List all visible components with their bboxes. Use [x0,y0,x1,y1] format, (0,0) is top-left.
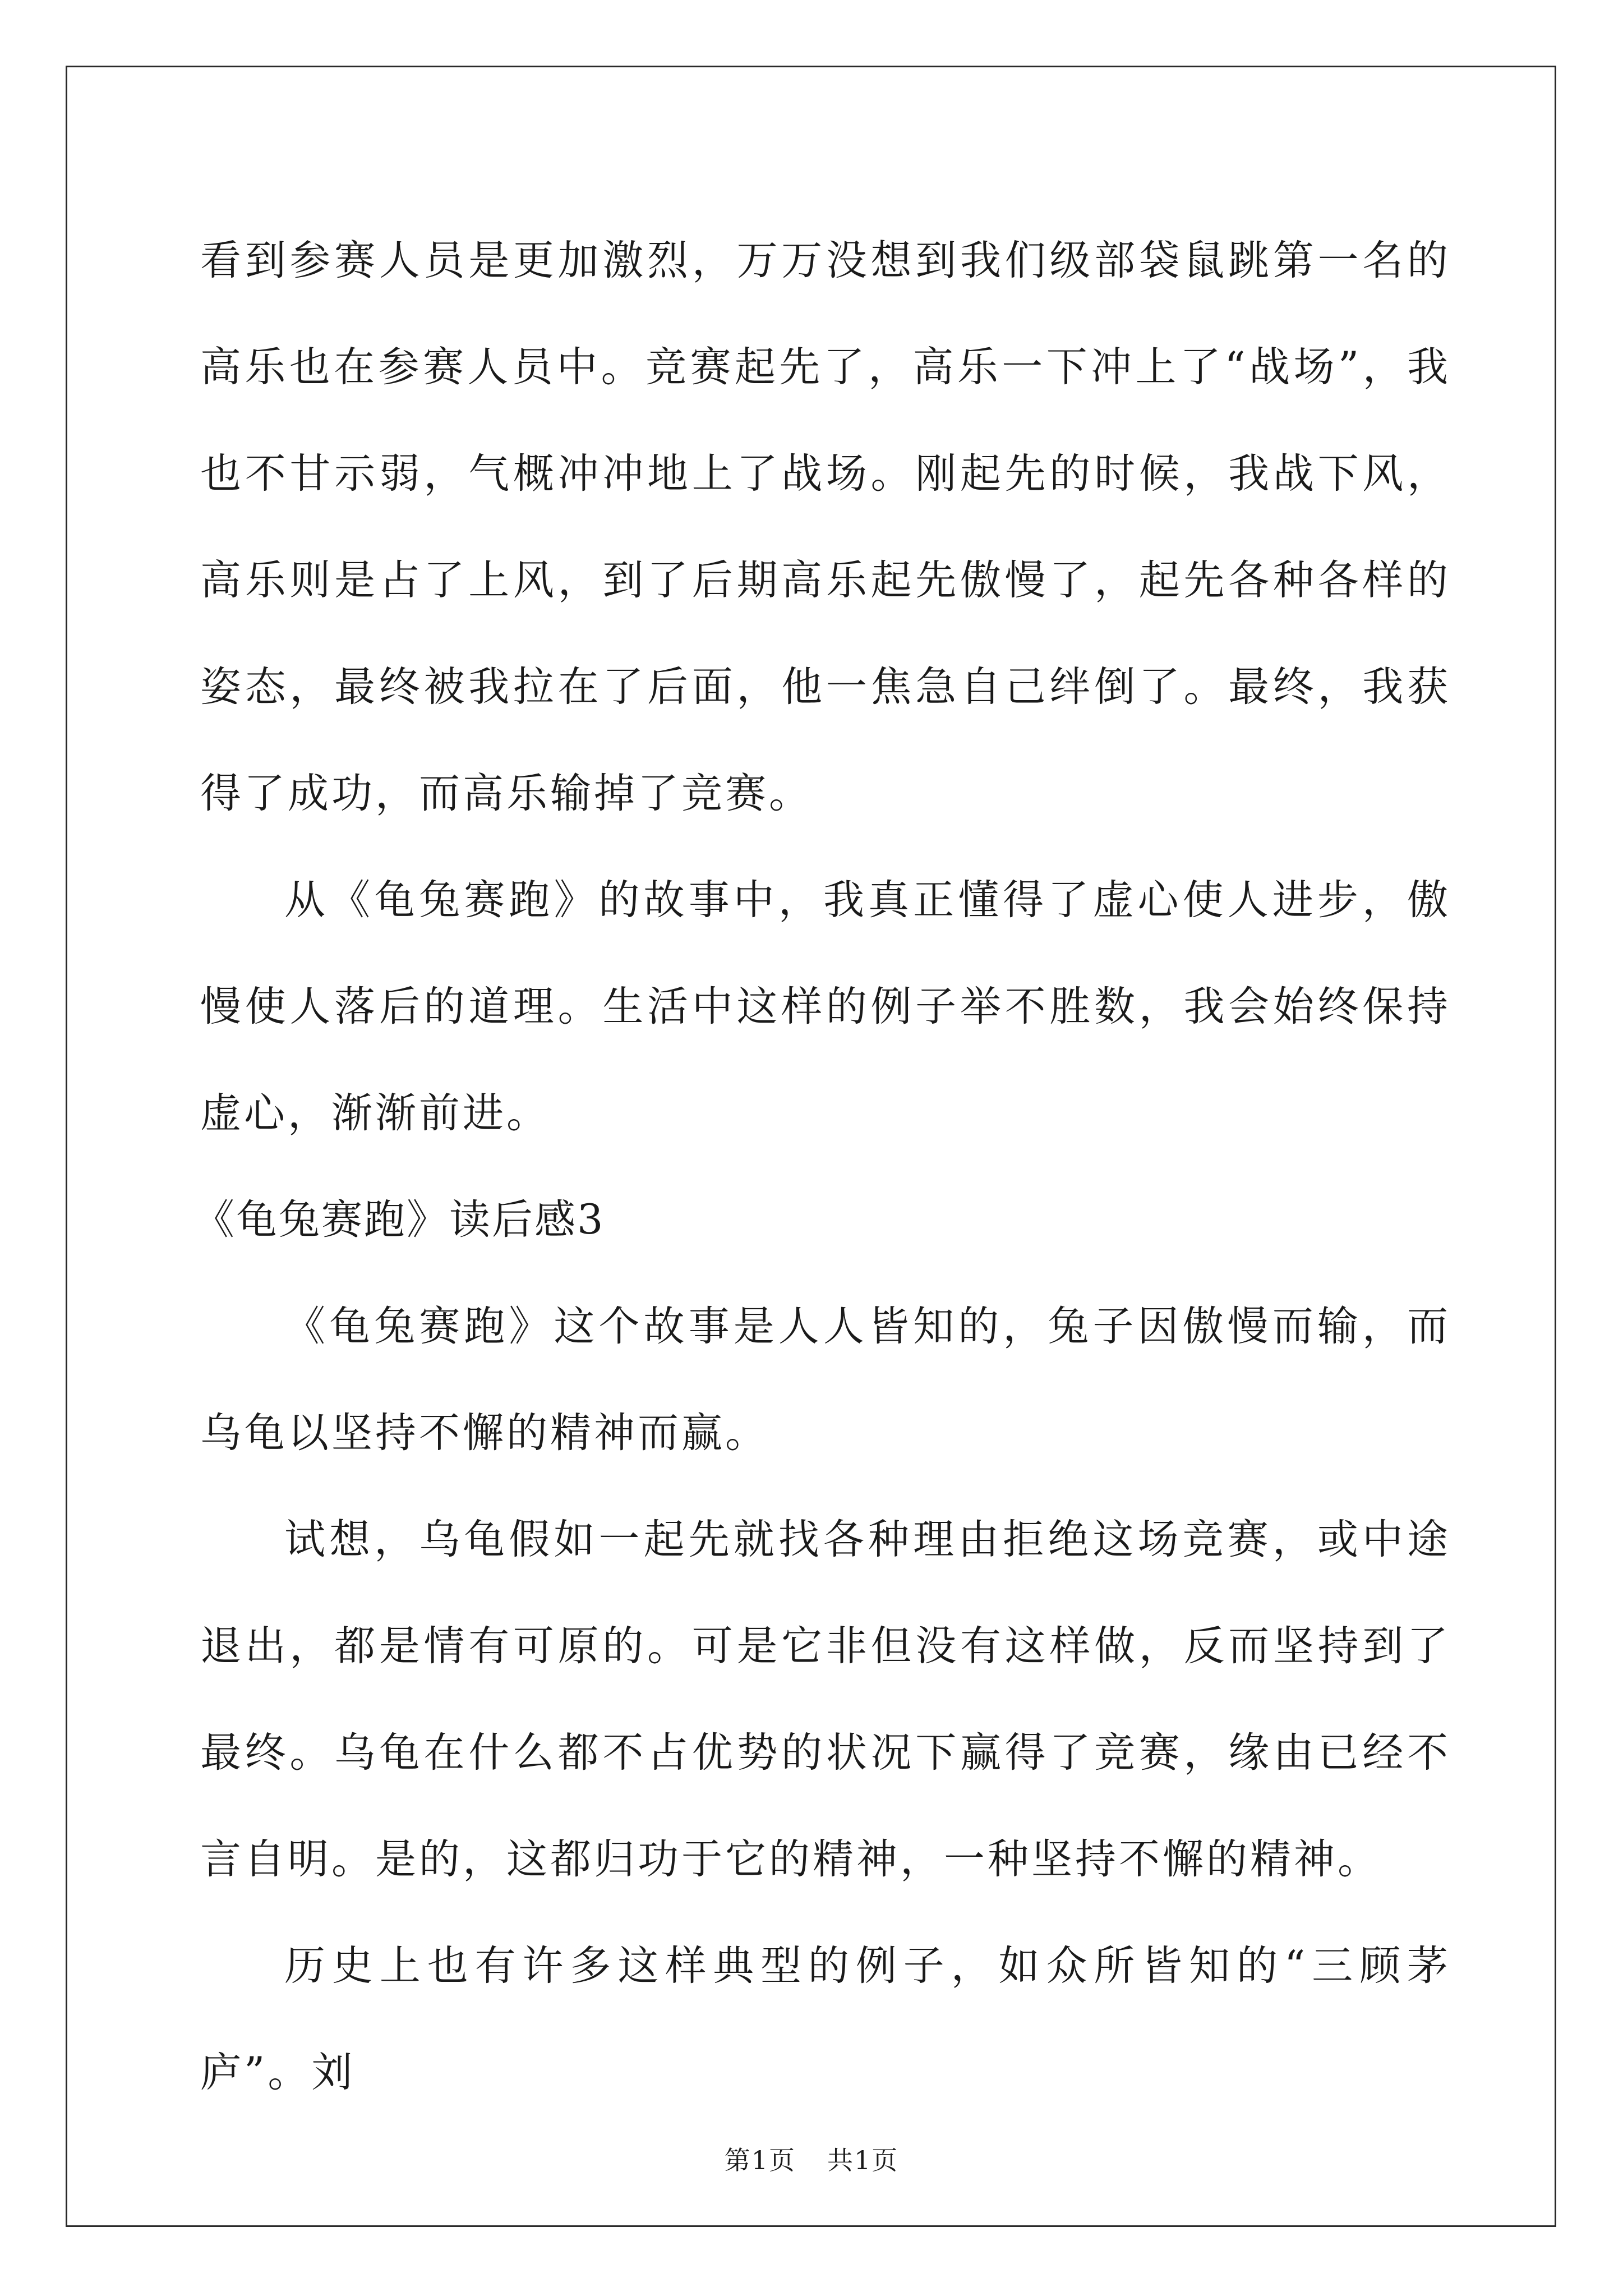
page-number: 第1页 [724,2145,796,2175]
paragraph-continuation: 看到参赛人员是更加激烈，万万没想到我们级部袋鼠跳第一名的高乐也在参赛人员中。竞赛起先了，高乐一下冲上了“战场”，我也不甘示弱，气概冲冲地上了战场。刚起先的时候，我战下风，高乐则是占了上风，到了后期高乐起先傲慢了，起先各种各样的姿态，最终被我拉在了后面，他一焦急自己绊倒了。最终，我获得了成功，而高乐输掉了竞赛。 [200,237,1451,817]
page-footer [0,2140,1623,2177]
paragraph-history: 历史上也有许多这样典型的例子，如众所皆知的“三顾茅庐”。刘 [200,1942,1451,2096]
paragraph-argument: 试想，乌龟假如一起先就找各种理由拒绝这场竞赛，或中途退出，都是情有可原的。可是它非但没有这样做，反而坚持到了最终。乌龟在什么都不占优势的状况下赢得了竞赛，缘由已经不言自明。是的，这都归功于它的精神，一种坚持不懈的精神。 [200,1516,1451,1883]
paragraph-intro: 《龟兔赛跑》这个故事是人人皆知的，兔子因傲慢而输，而乌龟以坚持不懈的精神而赢。 [200,1303,1451,1457]
document-body [193,208,1451,2126]
paragraph-conclusion: 从《龟兔赛跑》的故事中，我真正懂得了虚心使人进步，傲慢使人落后的道理。生活中这样的例子举不胜数，我会始终保持虚心，渐渐前进。 [200,876,1451,1137]
section-heading: 《龟兔赛跑》读后感3 [193,1196,605,1244]
page-total: 共1页 [827,2145,899,2175]
